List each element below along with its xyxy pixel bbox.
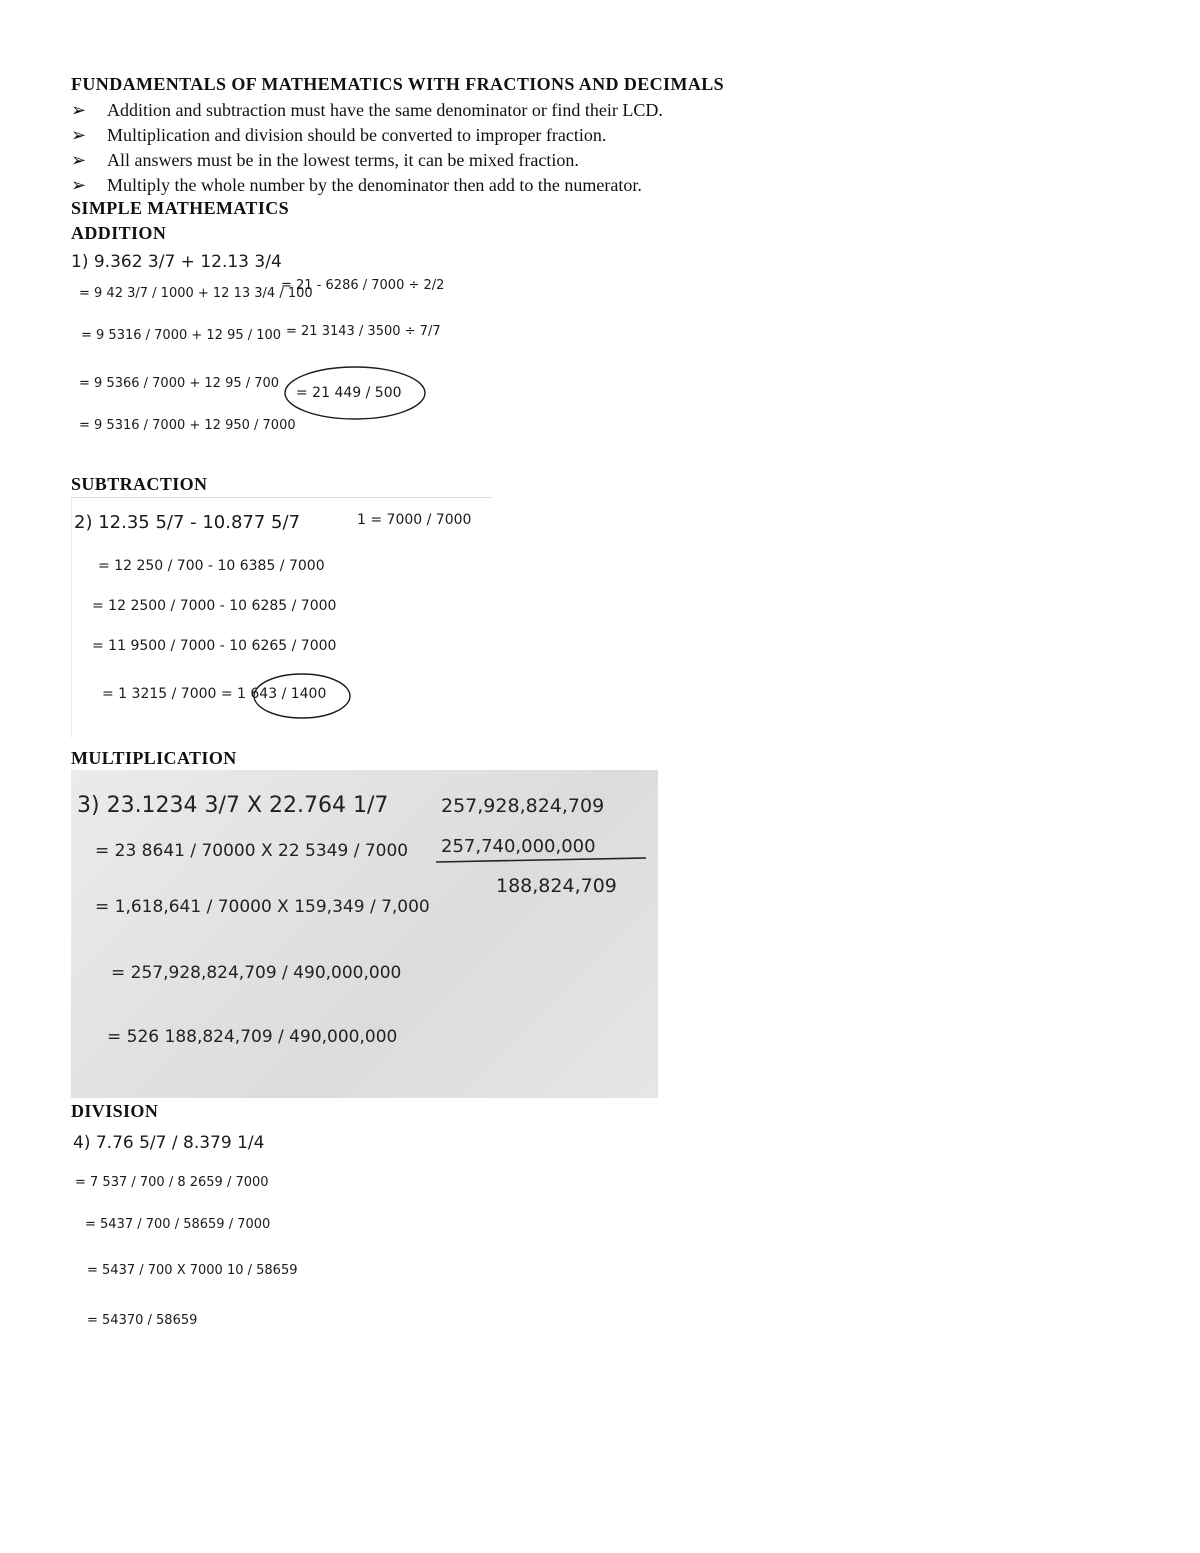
addition-step-3: = 9 5366 / 7000 + 12 95 / 700 (79, 376, 280, 391)
division-step-2: = 5437 / 700 / 58659 / 7000 (85, 1217, 271, 1232)
list-item (71, 148, 663, 173)
addition-step-1-left: = 9 42 3/7 / 1000 + 12 13 3/4 / 100 (79, 286, 313, 301)
section-heading-subtraction: SUBTRACTION (71, 474, 208, 494)
subtraction-side-note: 1 = 7000 / 7000 (357, 512, 472, 528)
addition-answer: = 21 449 / 500 (296, 385, 402, 401)
bullet-text: All answers must be in the lowest terms, it can be mixed fraction. (107, 150, 579, 170)
subtraction-line (436, 858, 646, 862)
list-item (71, 98, 663, 123)
section-heading-multiplication: MULTIPLICATION (71, 748, 237, 768)
addition-problem: 1) 9.362 3/7 + 12.13 3/4 (71, 252, 282, 272)
multiplication-problem: 3) 23.1234 3/7 X 22.764 1/7 (77, 793, 389, 818)
division-handwritten-work (71, 1124, 371, 1354)
arrow-bullet-icon: ➢ (71, 175, 87, 195)
subtraction-handwritten-work (71, 497, 492, 738)
division-problem: 4) 7.76 5/7 / 8.379 1/4 (73, 1133, 265, 1153)
multiplication-side-3: 188,824,709 (496, 875, 617, 897)
subtraction-step-2: = 12 2500 / 7000 - 10 6285 / 7000 (92, 598, 337, 614)
subtraction-problem: 2) 12.35 5/7 - 10.877 5/7 (74, 512, 301, 533)
rules-list (71, 98, 663, 198)
division-step-1: = 7 537 / 700 / 8 2659 / 7000 (75, 1175, 269, 1190)
multiplication-answer: = 526 188,824,709 / 490,000,000 (107, 1027, 398, 1047)
subtraction-step-1: = 12 250 / 700 - 10 6385 / 7000 (98, 558, 325, 574)
section-heading-division: DIVISION (71, 1101, 159, 1121)
multiplication-step-3: = 257,928,824,709 / 490,000,000 (111, 963, 402, 983)
arrow-bullet-icon: ➢ (71, 100, 87, 120)
addition-step-1-right: = 21 - 6286 / 7000 ÷ 2/2 (281, 278, 445, 293)
multiplication-side-1: 257,928,824,709 (441, 795, 605, 817)
list-item (71, 123, 663, 148)
arrow-bullet-icon: ➢ (71, 150, 87, 170)
bullet-text: Addition and subtraction must have the same denominator or find their LCD. (107, 100, 663, 120)
division-step-3: = 5437 / 700 X 7000 10 / 58659 (87, 1263, 298, 1278)
multiplication-side-2: 257,740,000,000 (441, 836, 596, 857)
division-answer: = 54370 / 58659 (87, 1313, 198, 1328)
arrow-bullet-icon: ➢ (71, 125, 87, 145)
addition-step-2-left: = 9 5316 / 7000 + 12 95 / 100 (81, 328, 282, 343)
bullet-text: Multiplication and division should be converted to improper fraction. (107, 125, 607, 145)
addition-step-2-right: = 21 3143 / 3500 ÷ 7/7 (286, 324, 441, 339)
section-heading-simple-mathematics: SIMPLE MATHEMATICS (71, 198, 290, 218)
document-title: FUNDAMENTALS OF MATHEMATICS WITH FRACTIONS AND DECIMALS (71, 74, 725, 94)
multiplication-step-2: = 1,618,641 / 70000 X 159,349 / 7,000 (95, 897, 430, 917)
subtraction-answer: = 1 3215 / 7000 = 1 643 / 1400 (102, 686, 327, 702)
multiplication-step-1: = 23 8641 / 70000 X 22 5349 / 7000 (95, 841, 409, 861)
bullet-text: Multiply the whole number by the denominator then add to the numerator. (107, 175, 642, 195)
subtraction-step-3: = 11 9500 / 7000 - 10 6265 / 7000 (92, 638, 337, 654)
addition-step-4: = 9 5316 / 7000 + 12 950 / 7000 (79, 418, 296, 433)
list-item (71, 173, 663, 198)
multiplication-photo (71, 770, 658, 1098)
section-heading-addition: ADDITION (71, 223, 167, 243)
addition-handwritten-work (71, 247, 461, 447)
